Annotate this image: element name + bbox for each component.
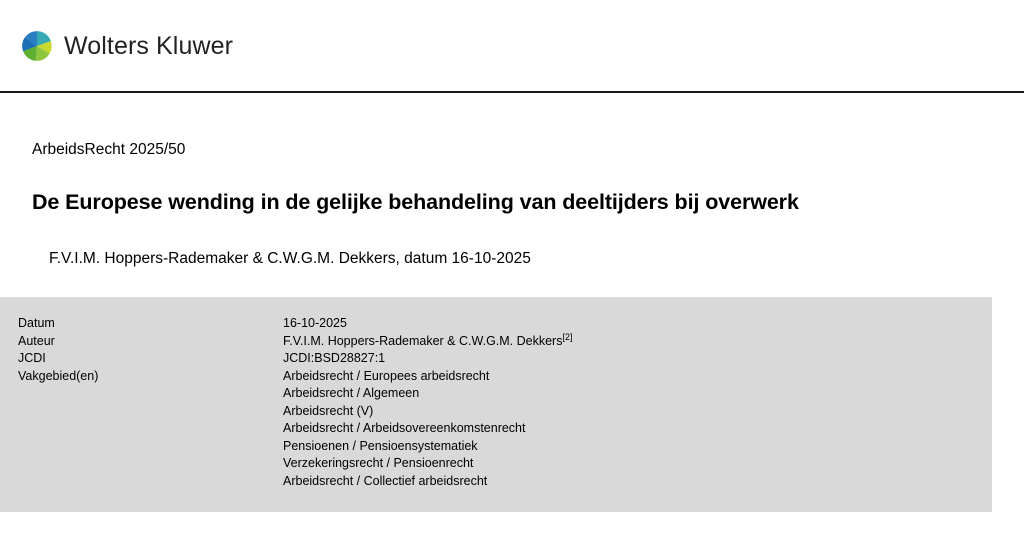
wolters-kluwer-cube-logo-icon bbox=[20, 29, 54, 63]
metadata-value bbox=[283, 333, 992, 351]
list-item: Verzekeringsrecht / Pensioenrecht bbox=[283, 456, 474, 471]
masthead bbox=[0, 0, 1024, 62]
metadata-label: Auteur bbox=[18, 333, 55, 348]
document-byline: F.V.I.M. Hoppers-Rademaker & C.W.G.M. Dekkers, datum 16-10-2025 bbox=[49, 250, 531, 268]
list-item: Arbeidsrecht / Europees arbeidsrecht bbox=[283, 368, 490, 383]
page-title: De Europese wending in de gelijke behandeling van deeltijders bij overwerk bbox=[32, 189, 799, 214]
metadata-row-auteur bbox=[18, 333, 992, 351]
list-item: Arbeidsrecht / Arbeidsovereenkomstenrecht bbox=[283, 421, 526, 436]
metadata-label: JCDI bbox=[18, 351, 46, 366]
metadata-label: Datum bbox=[18, 316, 55, 331]
metadata-panel bbox=[0, 297, 992, 512]
list-item: Pensioenen / Pensioensystematiek bbox=[283, 438, 478, 453]
list-item: Arbeidsrecht / Algemeen bbox=[283, 386, 420, 401]
footnote-marker[interactable]: [2] bbox=[562, 331, 573, 342]
metadata-row-vakgebieden bbox=[18, 368, 992, 491]
document-reference: ArbeidsRecht 2025/50 bbox=[32, 141, 186, 158]
list-item: Arbeidsrecht (V) bbox=[283, 403, 374, 418]
brand-name: Wolters Kluwer bbox=[64, 31, 234, 60]
metadata-row-jcdi bbox=[18, 350, 992, 368]
metadata-label: Vakgebied(en) bbox=[18, 368, 99, 383]
metadata-value-list bbox=[283, 368, 992, 491]
list-item: Arbeidsrecht / Collectief arbeidsrecht bbox=[283, 473, 488, 488]
metadata-value-text: F.V.I.M. Hoppers-Rademaker & C.W.G.M. Dekkers bbox=[283, 333, 563, 348]
masthead-divider bbox=[0, 91, 1024, 93]
metadata-value: 16-10-2025 bbox=[283, 316, 347, 331]
metadata-row-datum bbox=[18, 315, 992, 333]
document-content bbox=[0, 141, 1024, 269]
metadata-value: JCDI:BSD28827:1 bbox=[283, 351, 386, 366]
